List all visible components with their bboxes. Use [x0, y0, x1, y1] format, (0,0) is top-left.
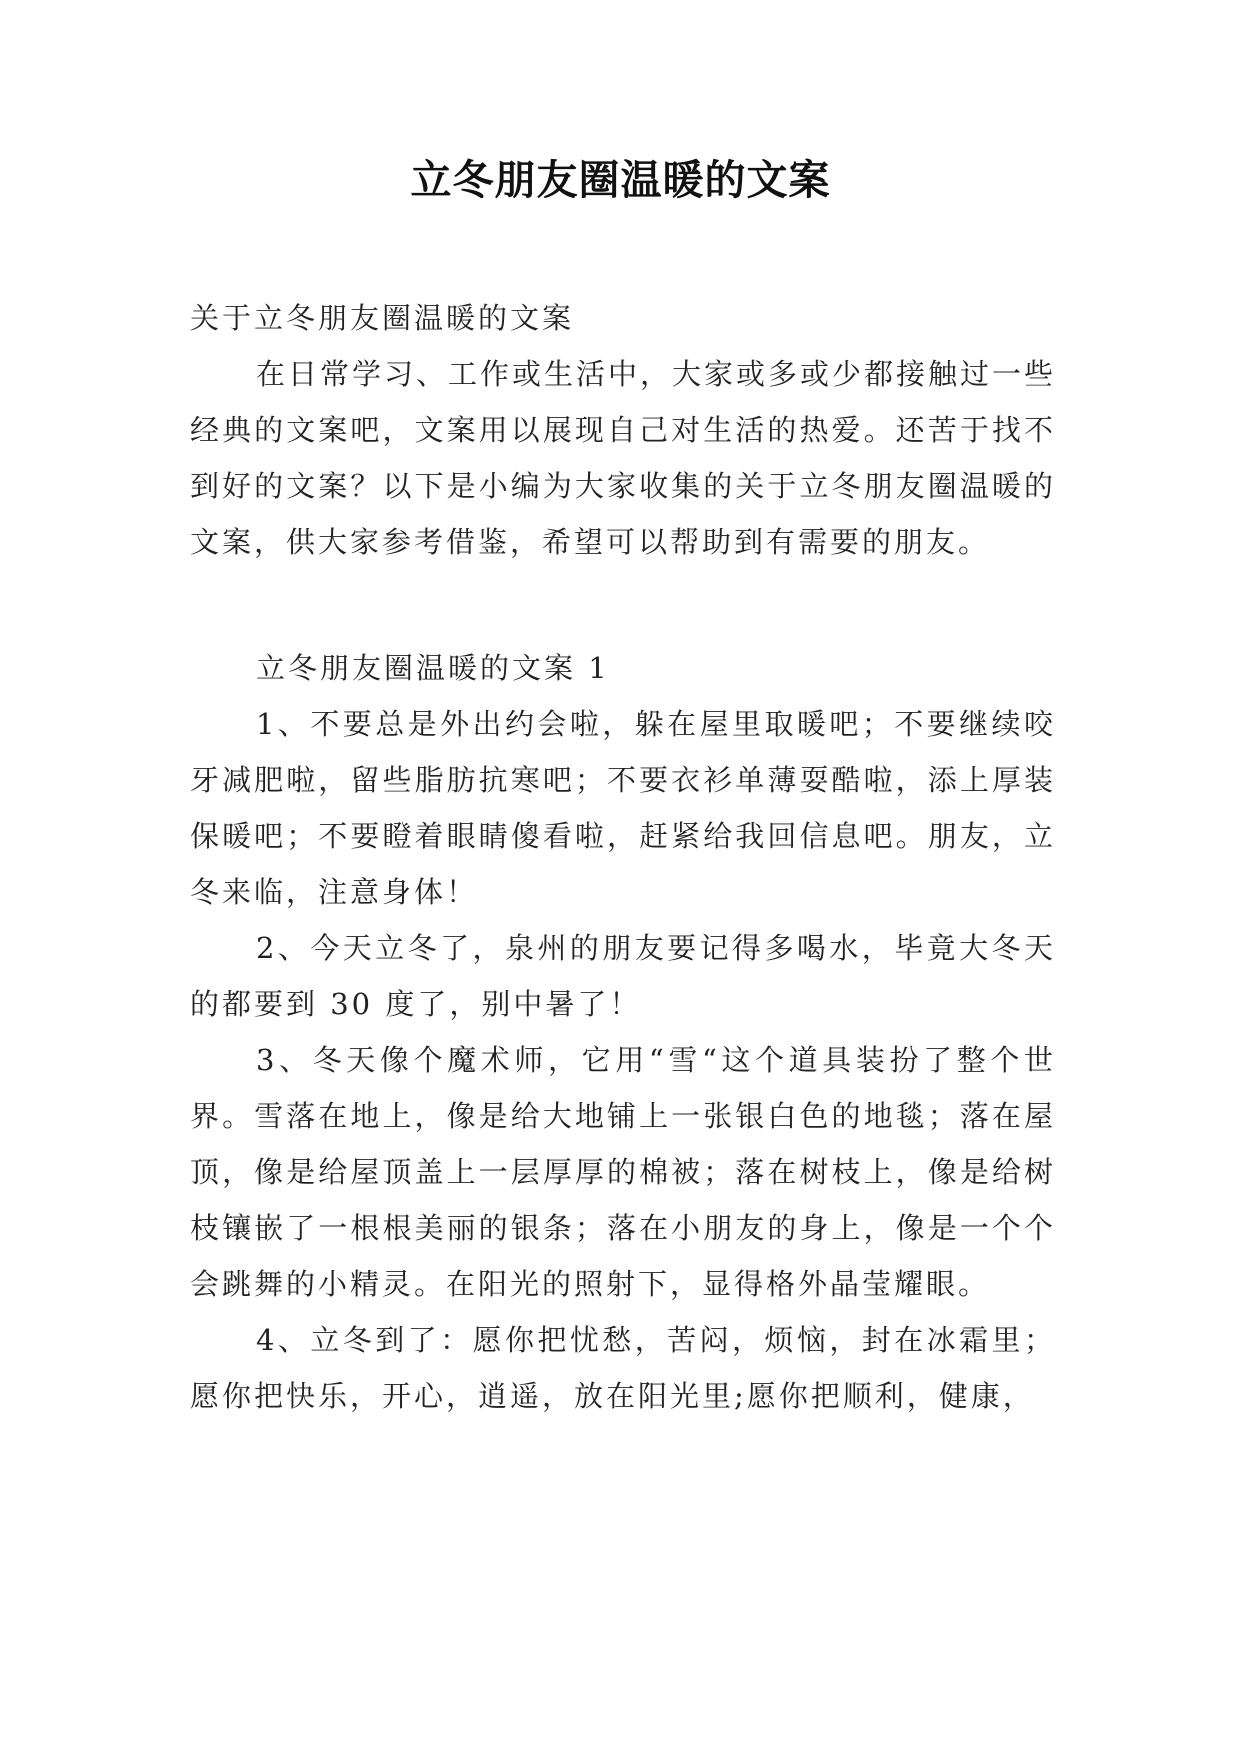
- list-item: 2、今天立冬了，泉州的朋友要记得多喝水，毕竟大冬天的都要到 30 度了，别中暑了！: [190, 931, 1056, 1021]
- list-item: 3、冬天像个魔术师，它用“雪“这个道具装扮了整个世界。雪落在地上，像是给大地铺上一张银白色的地毯；落在屋顶，像是给屋顶盖上一层厚厚的棉被；落在树枝上，像是给树枝镶嵌了一根根美丽的银条；落在小朋友的身上，像是一个个会跳舞的小精灵。在阳光的照射下，显得格外晶莹耀眼。: [190, 1043, 1056, 1301]
- section-spacer: [190, 570, 1056, 640]
- document-title: 立冬朋友圈温暖的文案: [410, 156, 831, 204]
- list-item: 4、立冬到了：愿你把忧愁，苦闷，烦恼，封在冰霜里；愿你把快乐，开心，逍遥，放在阳光里;愿你把顺利，健康，: [190, 1323, 1056, 1413]
- intro-heading: 关于立冬朋友圈温暖的文案: [190, 301, 575, 335]
- section-title: 立冬朋友圈温暖的文案 1: [256, 651, 610, 685]
- list-item: 1、不要总是外出约会啦，躲在屋里取暖吧；不要继续咬牙减肥啦，留些脂肪抗寒吧；不要衣衫单薄耍酷啦，添上厚装保暖吧；不要瞪着眼睛傻看啦，赶紧给我回信息吧。朋友，立冬来临，注意身体！: [190, 707, 1056, 909]
- intro-paragraph: 在日常学习、工作或生活中，大家或多或少都接触过一些经典的文案吧，文案用以展现自己对生活的热爱。还苦于找不到好的文案？以下是小编为大家收集的关于立冬朋友圈温暖的文案，供大家参考借鉴，希望可以帮助到有需要的朋友。: [190, 357, 1057, 559]
- document-body: [190, 290, 1056, 1424]
